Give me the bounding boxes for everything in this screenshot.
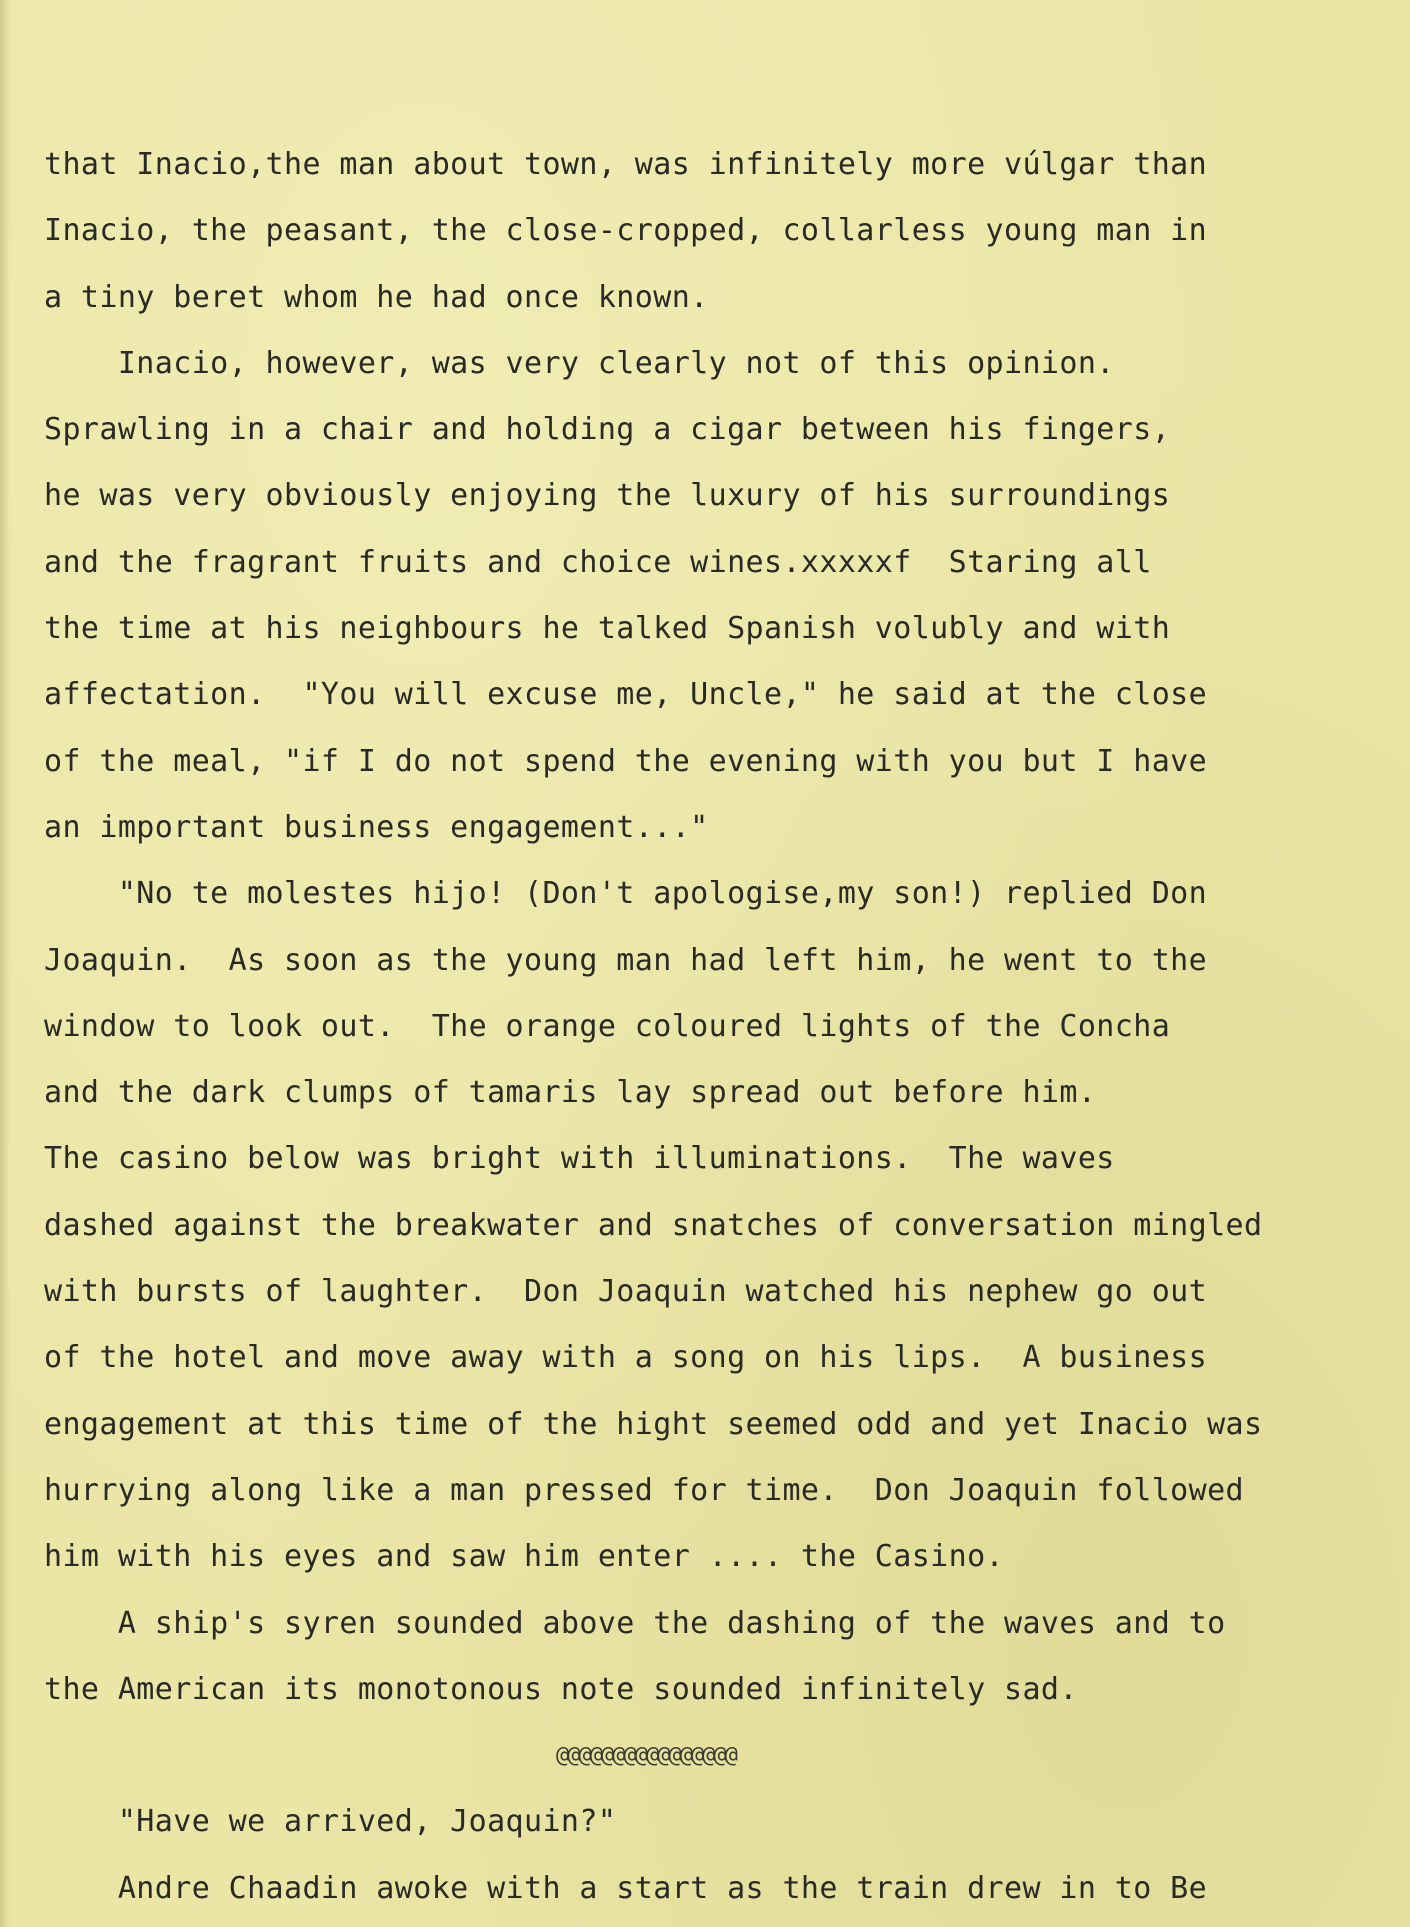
text-line: and the dark clumps of tamaris lay spread out before him. [44,1075,1097,1111]
text-line: Sprawling in a chair and holding a cigar between his fingers, [44,412,1171,448]
text-line: the time at his neighbours he talked Spanish volubly and with [44,611,1171,647]
text-line: "No te molestes hijo! (Don't apologise,my son!) replied Don [44,876,1208,912]
text-line: the American its monotonous note sounded infinitely sad. [44,1671,1078,1707]
text-line: with bursts of laughter. Don Joaquin watched his nephew go out [44,1274,1208,1310]
text-line: and the fragrant fruits and choice wines.xxxxxf Staring all [44,544,1152,580]
text-line: Inacio, however, was very clearly not of this opinion. [44,345,1115,381]
text-line: The casino below was bright with illuminations. The waves [44,1141,1115,1177]
text-line: Joaquin. As soon as the young man had left him, he went to the [44,942,1208,978]
text-line: A ship's syren sounded above the dashing of the waves and to [44,1605,1226,1641]
page-text-block [44,132,1379,1922]
section-divider: @@@@@@@@@@@@@@@@ [556,1743,736,1769]
text-line: window to look out. The orange coloured lights of the Concha [44,1008,1171,1044]
text-line: an important business engagement..." [44,809,709,845]
text-line: of the meal, "if I do not spend the evening with you but I have [44,743,1208,779]
text-line: Andre Chaadin awoke with a start as the train drew in to Be [44,1870,1208,1906]
text-line: that Inacio,the man about town, was infinitely more vúlgar than [44,147,1208,182]
text-line: hurrying along like a man pressed for time. Don Joaquin followed [44,1472,1244,1508]
text-line: affectation. "You will excuse me, Uncle," he said at the close [44,677,1208,713]
text-line: of the hotel and move away with a song on his lips. A business [44,1340,1208,1376]
text-line: engagement at this time of the hight seemed odd and yet Inacio was [44,1406,1263,1442]
text-line: Inacio, the peasant, the close-cropped, collarless young man in [44,213,1208,249]
text-line: he was very obviously enjoying the luxury of his surroundings [44,478,1171,514]
page-left-edge-shadow [0,0,10,1927]
text-line: dashed against the breakwater and snatches of conversation mingled [44,1207,1263,1243]
text-line: him with his eyes and saw him enter .... the Casino. [44,1539,1004,1575]
text-line: a tiny beret whom he had once known. [44,279,709,315]
text-line: "Have we arrived, Joaquin?" [44,1804,617,1840]
